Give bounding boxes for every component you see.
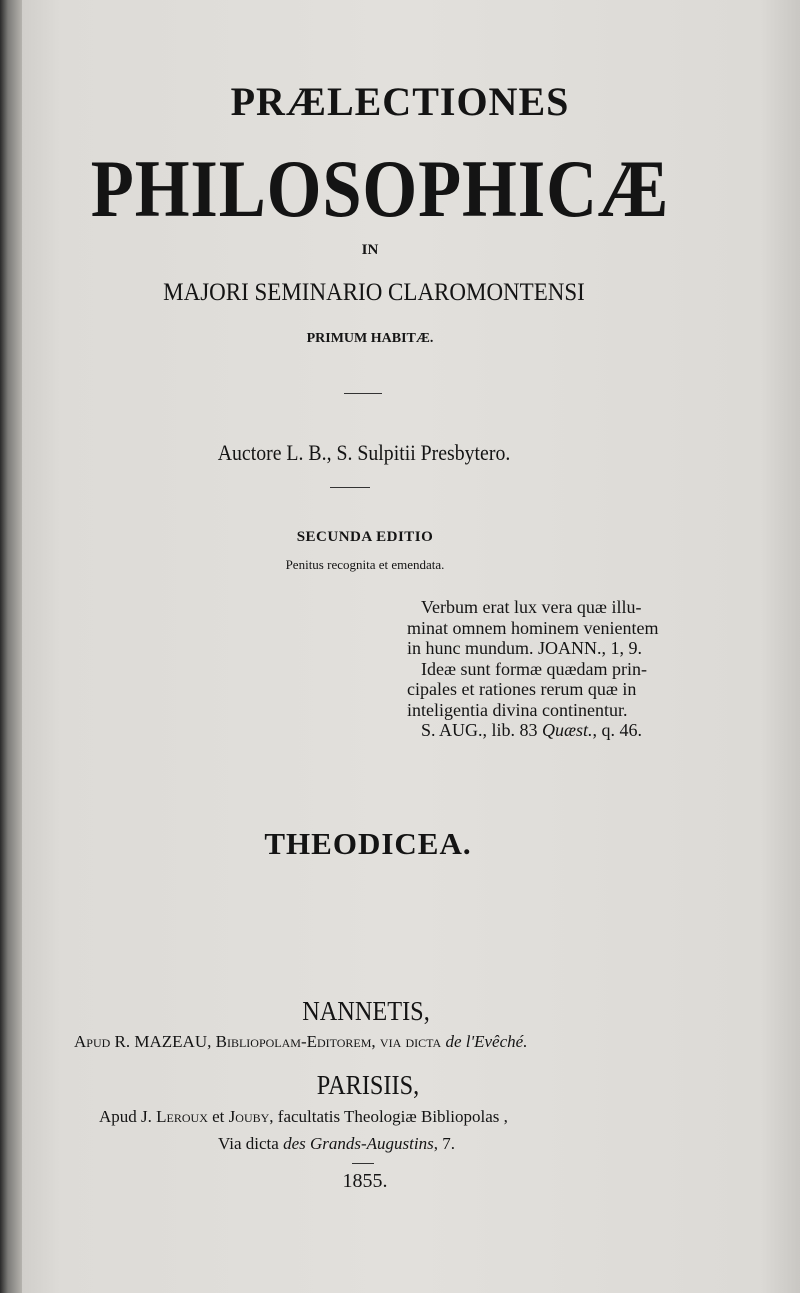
epigraph-reference-location: , 1, 9.	[601, 638, 643, 658]
epigraph-line	[407, 720, 697, 741]
epigraph-line	[407, 638, 697, 659]
title-line-2: PHILOSOPHICÆ	[90, 143, 670, 234]
publisher-name: R. MAZEAU	[114, 1032, 208, 1051]
epigraph-line: Ideæ sunt formæ quædam prin-	[421, 658, 647, 679]
publisher-role: , Bibliopolam-Editorem, via dicta	[207, 1032, 446, 1051]
author-line: Auctore L. B., S. Sulpitii Presbytero.	[217, 440, 511, 465]
address-prefix: Via dicta	[218, 1134, 284, 1153]
epigraph-reference: JOANN.	[538, 638, 602, 658]
subject-title: THEODICEA.	[264, 826, 472, 861]
epigraph-line: inteligentia divina continentur.	[407, 699, 628, 720]
divider-rule	[344, 393, 382, 394]
publication-year: 1855.	[342, 1170, 388, 1192]
address-street: des Grands-Augustins	[283, 1134, 434, 1153]
address-number: , 7.	[433, 1134, 455, 1153]
divider-rule	[330, 487, 370, 488]
publisher-street: de l'Evêché.	[445, 1032, 528, 1051]
publisher-conj: et	[207, 1107, 229, 1126]
publisher-apud: Apud	[74, 1032, 111, 1051]
epigraph-line: minat omnem hominem venientem	[407, 617, 659, 638]
seminary-line: MAJORI SEMINARIO CLAROMONTENSI	[163, 279, 585, 306]
divider-rule	[352, 1163, 374, 1164]
city-1: NANNETIS,	[302, 996, 430, 1026]
publisher-apud: Apud J.	[99, 1107, 152, 1126]
epigraph	[407, 597, 697, 741]
publisher-2	[99, 1107, 508, 1127]
primum-line: PRIMUM HABITÆ.	[306, 331, 434, 346]
epigraph-reference-book: , lib. 83	[482, 720, 543, 740]
epigraph-text: in hunc mundum.	[407, 638, 534, 658]
publisher-1	[74, 1032, 527, 1052]
city-2: PARISIIS,	[316, 1070, 420, 1100]
epigraph-reference-work: Quæst.	[542, 720, 593, 740]
publisher-2-address	[218, 1134, 455, 1154]
publisher-name: Leroux	[156, 1107, 208, 1126]
edition-line: SECUNDA EDITIO	[296, 529, 434, 545]
publisher-role: , facultatis Theologiæ Bibliopolas ,	[269, 1107, 508, 1126]
epigraph-line: Verbum erat lux vera quæ illu-	[421, 597, 642, 617]
epigraph-reference-location: , q. 46.	[592, 720, 643, 740]
epigraph-reference: S. AUG.	[421, 720, 483, 740]
edition-note: Penitus recognita et emendata.	[285, 557, 445, 572]
title-line-1: PRÆLECTIONES	[230, 79, 570, 124]
preposition: IN	[361, 242, 379, 258]
publisher-name: Jouby	[228, 1107, 270, 1126]
book-spine-shadow	[0, 0, 22, 1293]
epigraph-line: cipales et rationes rerum quæ in	[407, 679, 637, 699]
